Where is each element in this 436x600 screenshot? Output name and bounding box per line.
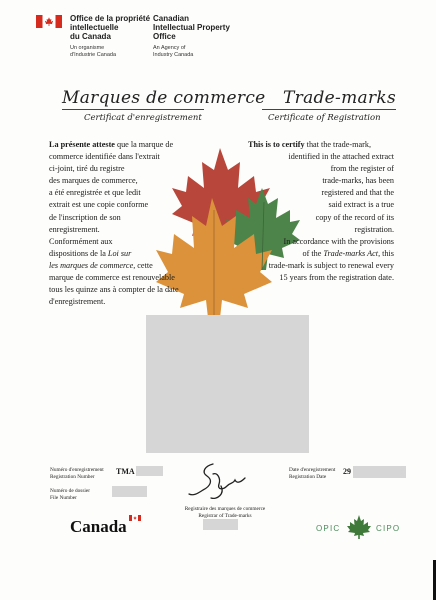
subtitle-en: Certificate of Registration [268,113,381,123]
registrar-label: Registraire des marques de commerce Registrar of Trade-marks [184,506,266,519]
agency-fr-2: d'Industrie Canada [70,51,116,58]
lead-fr: La présente atteste [49,140,115,149]
title-fr-rule [62,109,204,110]
title-en-rule [262,109,396,110]
cipo-leaf-icon [346,514,372,540]
agency-en-2: Industry Canada [153,51,194,58]
cipo-label: CIPO [376,524,401,533]
registration-date-label: Date d'enregistrement Registration Date [289,467,336,480]
redacted-file-number [112,486,147,497]
body-text-en: This is to certify that the trade-mark, identified in the attached extract from the register of trade-marks, has been registered and that the said extract is a true copy of the record of its registration. In accordance with the provisions of the Trade-marks Act, this trade-mark is subject to renewal every 15 years from the registration date. [248,140,394,283]
agency-fr-1: Un organisme [70,45,105,51]
subtitle-fr: Certificat d'enregistrement [84,113,202,123]
redacted-registration-date [353,466,406,478]
office-name-en-1: Canadian [153,14,190,23]
registration-number-label: Numéro d'enregistrement Registration Number [50,467,104,480]
signature-icon [183,460,253,502]
registration-date-prefix: 29 [343,467,351,476]
office-name-fr-2: intellectuelle [70,23,119,32]
redacted-registrar-field [203,519,238,530]
header-fr [70,14,150,58]
wordmark-flag-icon [129,515,141,521]
header-en [153,14,230,58]
file-number-label: Numéro de dossier File Number [50,488,91,501]
office-name-fr-3: du Canada [70,32,111,41]
registration-number-prefix: TMA [116,467,135,476]
office-name-en-2: Intellectual Property [153,23,230,32]
redacted-trademark-extract [146,315,309,453]
opic-label: OPIC [316,524,341,533]
office-name-en-3: Office [153,32,176,41]
redacted-registration-number [136,466,163,476]
title-en: Trade-marks [283,88,396,108]
title-fr: Marques de commerce [62,88,266,108]
agency-en-1: An Agency of [153,45,186,51]
body-text-fr: La présente atteste que la marque de commerce identifiée dans l'extrait ci-joint, tiré du registre des marques de commerce, a été enregistrée et que ledit extrait est une copie conforme de l'inscription de son enregistrement. Conformément aux dispositions de la Loi sur les marques de commerce, cette marque de commerce est renouvelable tous les quinze ans à compter de la date d'enregistrement. [49,140,179,307]
office-name-fr-1: Office de la propriété [70,14,151,23]
lead-en: This is to certify [248,140,305,149]
canada-wordmark: Canada [70,517,127,536]
canada-flag-icon [36,15,62,28]
